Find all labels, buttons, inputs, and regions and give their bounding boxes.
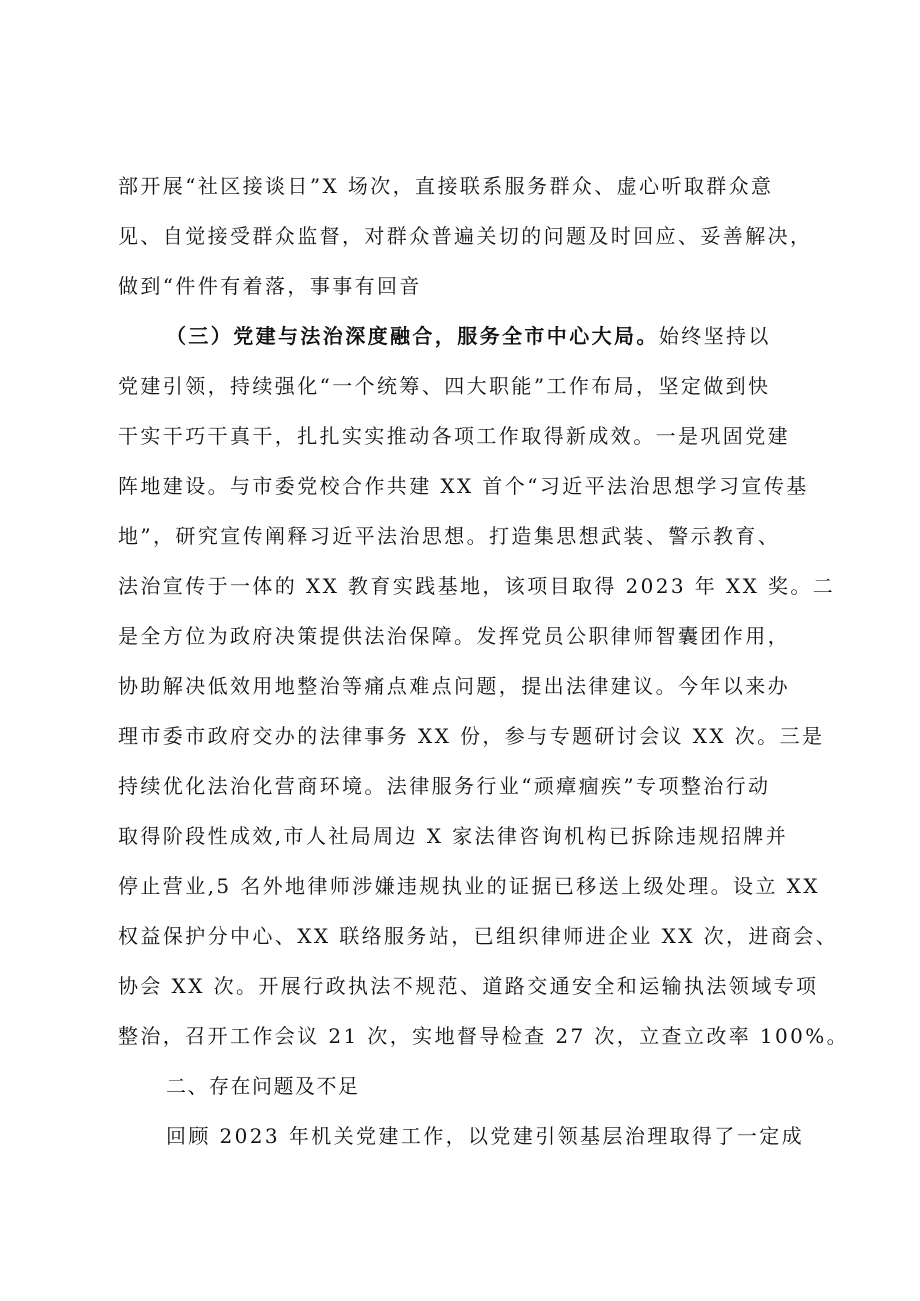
- paragraph-2-line: 协会 XX 次。开展行政执法不规范、道路交通安全和运输执法领域专项: [118, 974, 819, 998]
- paragraph-2-line: 干实干巧干真干，扎扎实实推动各项工作取得新成效。一是巩固党建: [118, 424, 790, 448]
- paragraph-2-first-line-rest: 始终坚持以: [658, 324, 771, 348]
- paragraph-2-line: 是全方位为政府决策提供法治保障。发挥党员公职律师智囊团作用，: [118, 624, 790, 648]
- paragraph-2-line: 取得阶段性成效,市人社局周边 X 家法律咨询机构已拆除违规招牌并: [118, 824, 789, 848]
- paragraph-2-line: 权益保护分中心、XX 联络服务站，已组织律师进企业 XX 次，进商会、: [118, 924, 839, 948]
- paragraph-2-line: 党建引领，持续强化“一个统筹、四大职能”工作布局，坚定做到快: [118, 374, 771, 398]
- paragraph-2-line: 阵地建设。与市委党校合作共建 XX 首个“习近平法治思想学习宣传基: [118, 474, 809, 498]
- paragraph-2-line: 地”，研究宣传阐释习近平法治思想。打造集思想武装、警示教育、: [118, 524, 781, 548]
- paragraph-1-line: 做到“件件有着落，事事有回音: [118, 274, 422, 298]
- paragraph-2-line: 持续优化法治化营商环境。法律服务行业“顽瘴痼疾”专项整治行动: [118, 774, 771, 798]
- paragraph-2-line: 停止营业,5 名外地律师涉嫌违规执业的证据已移送上级处理。设立 XX: [118, 874, 820, 898]
- paragraph-1-line: 见、自觉接受群众监督，对群众普遍关切的问题及时回应、妥善解决，: [118, 224, 813, 248]
- paragraph-2-line: 整治，召开工作会议 21 次，实地督导检查 27 次，立查立改率 100%。: [118, 1024, 850, 1048]
- section-heading: 二、存在问题及不足: [166, 1074, 360, 1098]
- paragraph-1-line: 部开展“社区接谈日”X 场次，直接联系服务群众、虚心听取群众意: [118, 174, 774, 198]
- paragraph-3-first-line: 回顾 2023 年机关党建工作，以党建引领基层治理取得了一定成: [166, 1124, 805, 1148]
- paragraph-2-line: 协助解决低效用地整治等痛点难点问题，提出法律建议。今年以来办: [118, 674, 790, 698]
- paragraph-2-line: 理市委市政府交办的法律事务 XX 份，参与专题研讨会议 XX 次。三是: [118, 724, 825, 748]
- subsection-title: （三）党建与法治深度融合，服务全市中心大局。: [166, 324, 659, 348]
- paragraph-2-line: 法治宣传于一体的 XX 教育实践基地，该项目取得 2023 年 XX 奖。二: [118, 574, 836, 598]
- paragraph-2-first-line: [166, 322, 818, 350]
